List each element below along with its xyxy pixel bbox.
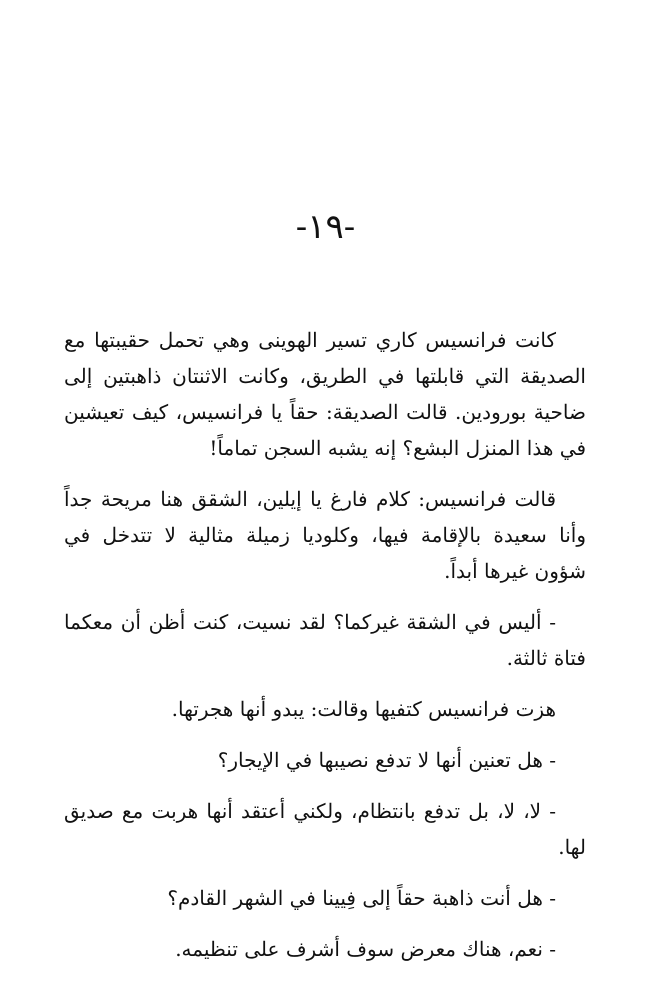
paragraph: كانت فرانسيس كاري تسير الهوينى وهي تحمل حقيبتها مع الصديقة التي قابلتها في الطريق، وكانت الاثنتان ذاهبتين إلى ضاحية بورودين. قالت الصديقة: حقاً يا فرانسيس، كيف تعيشين في هذا المنزل البشع؟ إنه يشبه السجن تماماً! (64, 328, 586, 460)
chapter-number: -١٩- (295, 207, 356, 247)
paragraph: - نعم، هناك معرض سوف أشرف على تنظيمه. (175, 937, 556, 961)
paragraph: - أليس في الشقة غيركما؟ لقد نسيت، كنت أظن أن معكما فتاة ثالثة. (64, 610, 586, 670)
paragraph: - هل أنت ذاهبة حقاً إلى فِيينا في الشهر القادم؟ (167, 886, 556, 910)
chapter-body (64, 322, 586, 982)
paragraph: قالت فرانسيس: كلام فارغ يا إيلين، الشقق هنا مريحة جداً وأنا سعيدة بالإقامة فيها، وكلوديا زميلة مثالية لا تتدخل في شؤون غيرها أبداً. (64, 487, 586, 583)
paragraph: هزت فرانسيس كتفيها وقالت: يبدو أنها هجرتها. (171, 697, 556, 721)
paragraph: - لا، لا، بل تدفع بانتظام، ولكني أعتقد أنها هربت مع صديق لها. (64, 799, 586, 859)
paragraph: - هل تعنين أنها لا تدفع نصيبها في الإيجار؟ (217, 748, 556, 772)
